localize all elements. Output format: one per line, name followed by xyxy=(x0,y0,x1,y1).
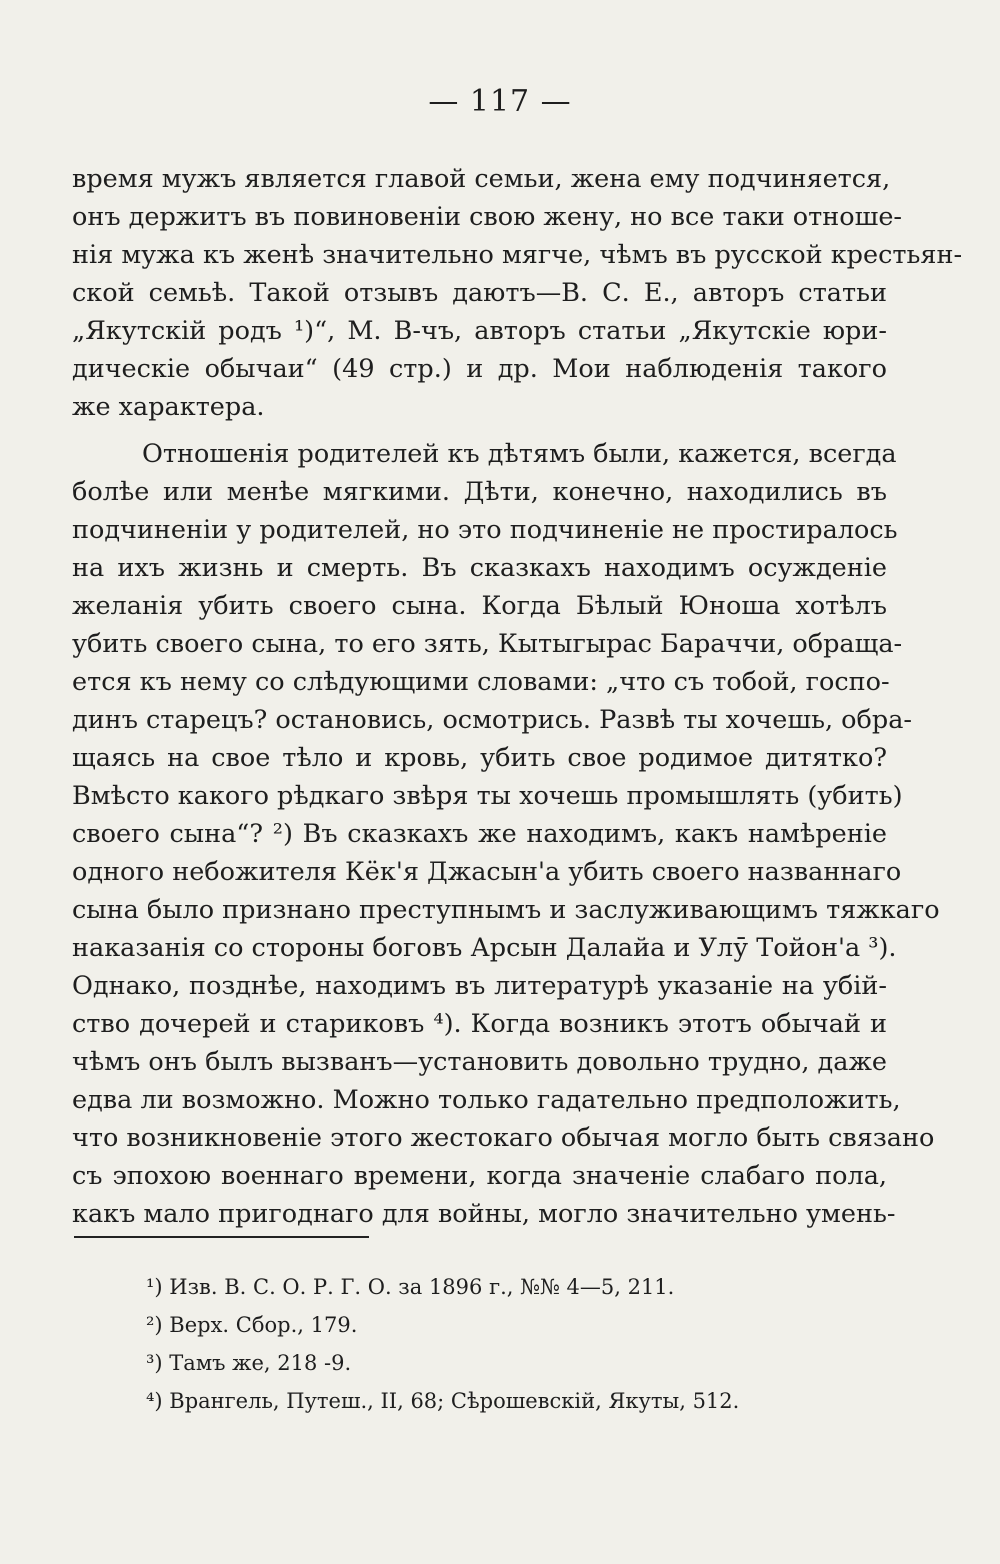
text-line: наказанія со стороны боговъ Арсын Далайа и Улӯ Тойон'а ³). xyxy=(72,933,897,963)
text-line: на ихъ жизнь и смерть. Въ сказкахъ находимъ осужденіе xyxy=(72,553,887,583)
text-line: Вмѣсто какого рѣдкаго звѣря ты хочешь промышлять (убить) xyxy=(72,781,903,811)
footnote: ³) Тамъ же, 218 -9. xyxy=(146,1351,352,1375)
text-line: онъ держитъ въ повиновеніи свою жену, но все таки отноше- xyxy=(72,202,903,232)
text-line: своего сына“? ²) Въ сказкахъ же находимъ, какъ намѣреніе xyxy=(72,819,887,849)
text-line: время мужъ является главой семьи, жена ему подчиняется, xyxy=(72,164,891,194)
text-line: одного небожителя Кёк'я Джасын'а убить своего названнаго xyxy=(72,857,902,887)
paragraph-2 xyxy=(72,435,940,1233)
text-line: Отношенія родителей къ дѣтямъ были, кажется, всегда xyxy=(142,439,897,469)
footnote-separator xyxy=(74,1236,369,1238)
text-line: Однако, позднѣе, находимъ въ литературѣ указаніе на убій- xyxy=(72,971,887,1001)
footnotes xyxy=(146,1268,746,1420)
text-line: едва ли возможно. Можно только гадательно предположить, xyxy=(72,1085,901,1115)
text-line: дическіе обычаи“ (49 стр.) и др. Мои наблюденія такого xyxy=(72,354,887,384)
text-line: желанія убить своего сына. Когда Бѣлый Юноша хотѣлъ xyxy=(72,591,887,621)
text-line: ется къ нему со слѣдующими словами: „что съ тобой, госпо- xyxy=(72,667,890,697)
text-line: щаясь на свое тѣло и кровь, убить свое родимое дитятко? xyxy=(72,743,887,773)
text-line: ской семьѣ. Такой отзывъ даютъ—В. С. Е., авторъ статьи xyxy=(72,278,887,308)
text-line: чѣмъ онъ былъ вызванъ—установить довольно трудно, даже xyxy=(72,1047,887,1077)
text-line: убить своего сына, то его зять, Кытыгырас Бараччи, обраща- xyxy=(72,629,903,659)
paragraph-1 xyxy=(72,160,963,426)
text-line: какъ мало пригоднаго для войны, могло значительно умень- xyxy=(72,1199,896,1229)
footnote: ²) Верх. Сбор., 179. xyxy=(146,1313,358,1337)
footnote: ¹) Изв. В. С. О. Р. Г. О. за 1896 г., №№ 4—5, 211. xyxy=(146,1275,675,1299)
text-line: съ эпохою военнаго времени, когда значеніе слабаго пола, xyxy=(72,1161,887,1191)
text-line: подчиненіи у родителей, но это подчиненіе не простиралось xyxy=(72,515,898,545)
text-line: сына было признано преступнымъ и заслуживающимъ тяжкаго xyxy=(72,895,940,925)
text-line: же характера. xyxy=(72,392,265,422)
text-line: нія мужа къ женѣ значительно мягче, чѣмъ въ русской крестьян- xyxy=(72,240,963,270)
text-line: „Якутскій родъ ¹)“, М. В-чъ, авторъ статьи „Якутскіе юри- xyxy=(72,316,887,346)
page-number: — 117 — xyxy=(428,84,572,119)
main-text xyxy=(72,160,963,1233)
text-line: болѣе или менѣе мягкими. Дѣти, конечно, находились въ xyxy=(72,477,887,507)
text-line: что возникновеніе этого жестокаго обычая могло быть связано xyxy=(72,1123,935,1153)
footnote: ⁴) Врангель, Путеш., II, 68; Сѣрошевскій, Якуты, 512. xyxy=(146,1389,740,1413)
text-line: динъ старецъ? остановись, осмотрись. Развѣ ты хочешь, обра- xyxy=(72,705,913,735)
text-line: ство дочерей и стариковъ ⁴). Когда возникъ этотъ обычай и xyxy=(72,1009,887,1039)
